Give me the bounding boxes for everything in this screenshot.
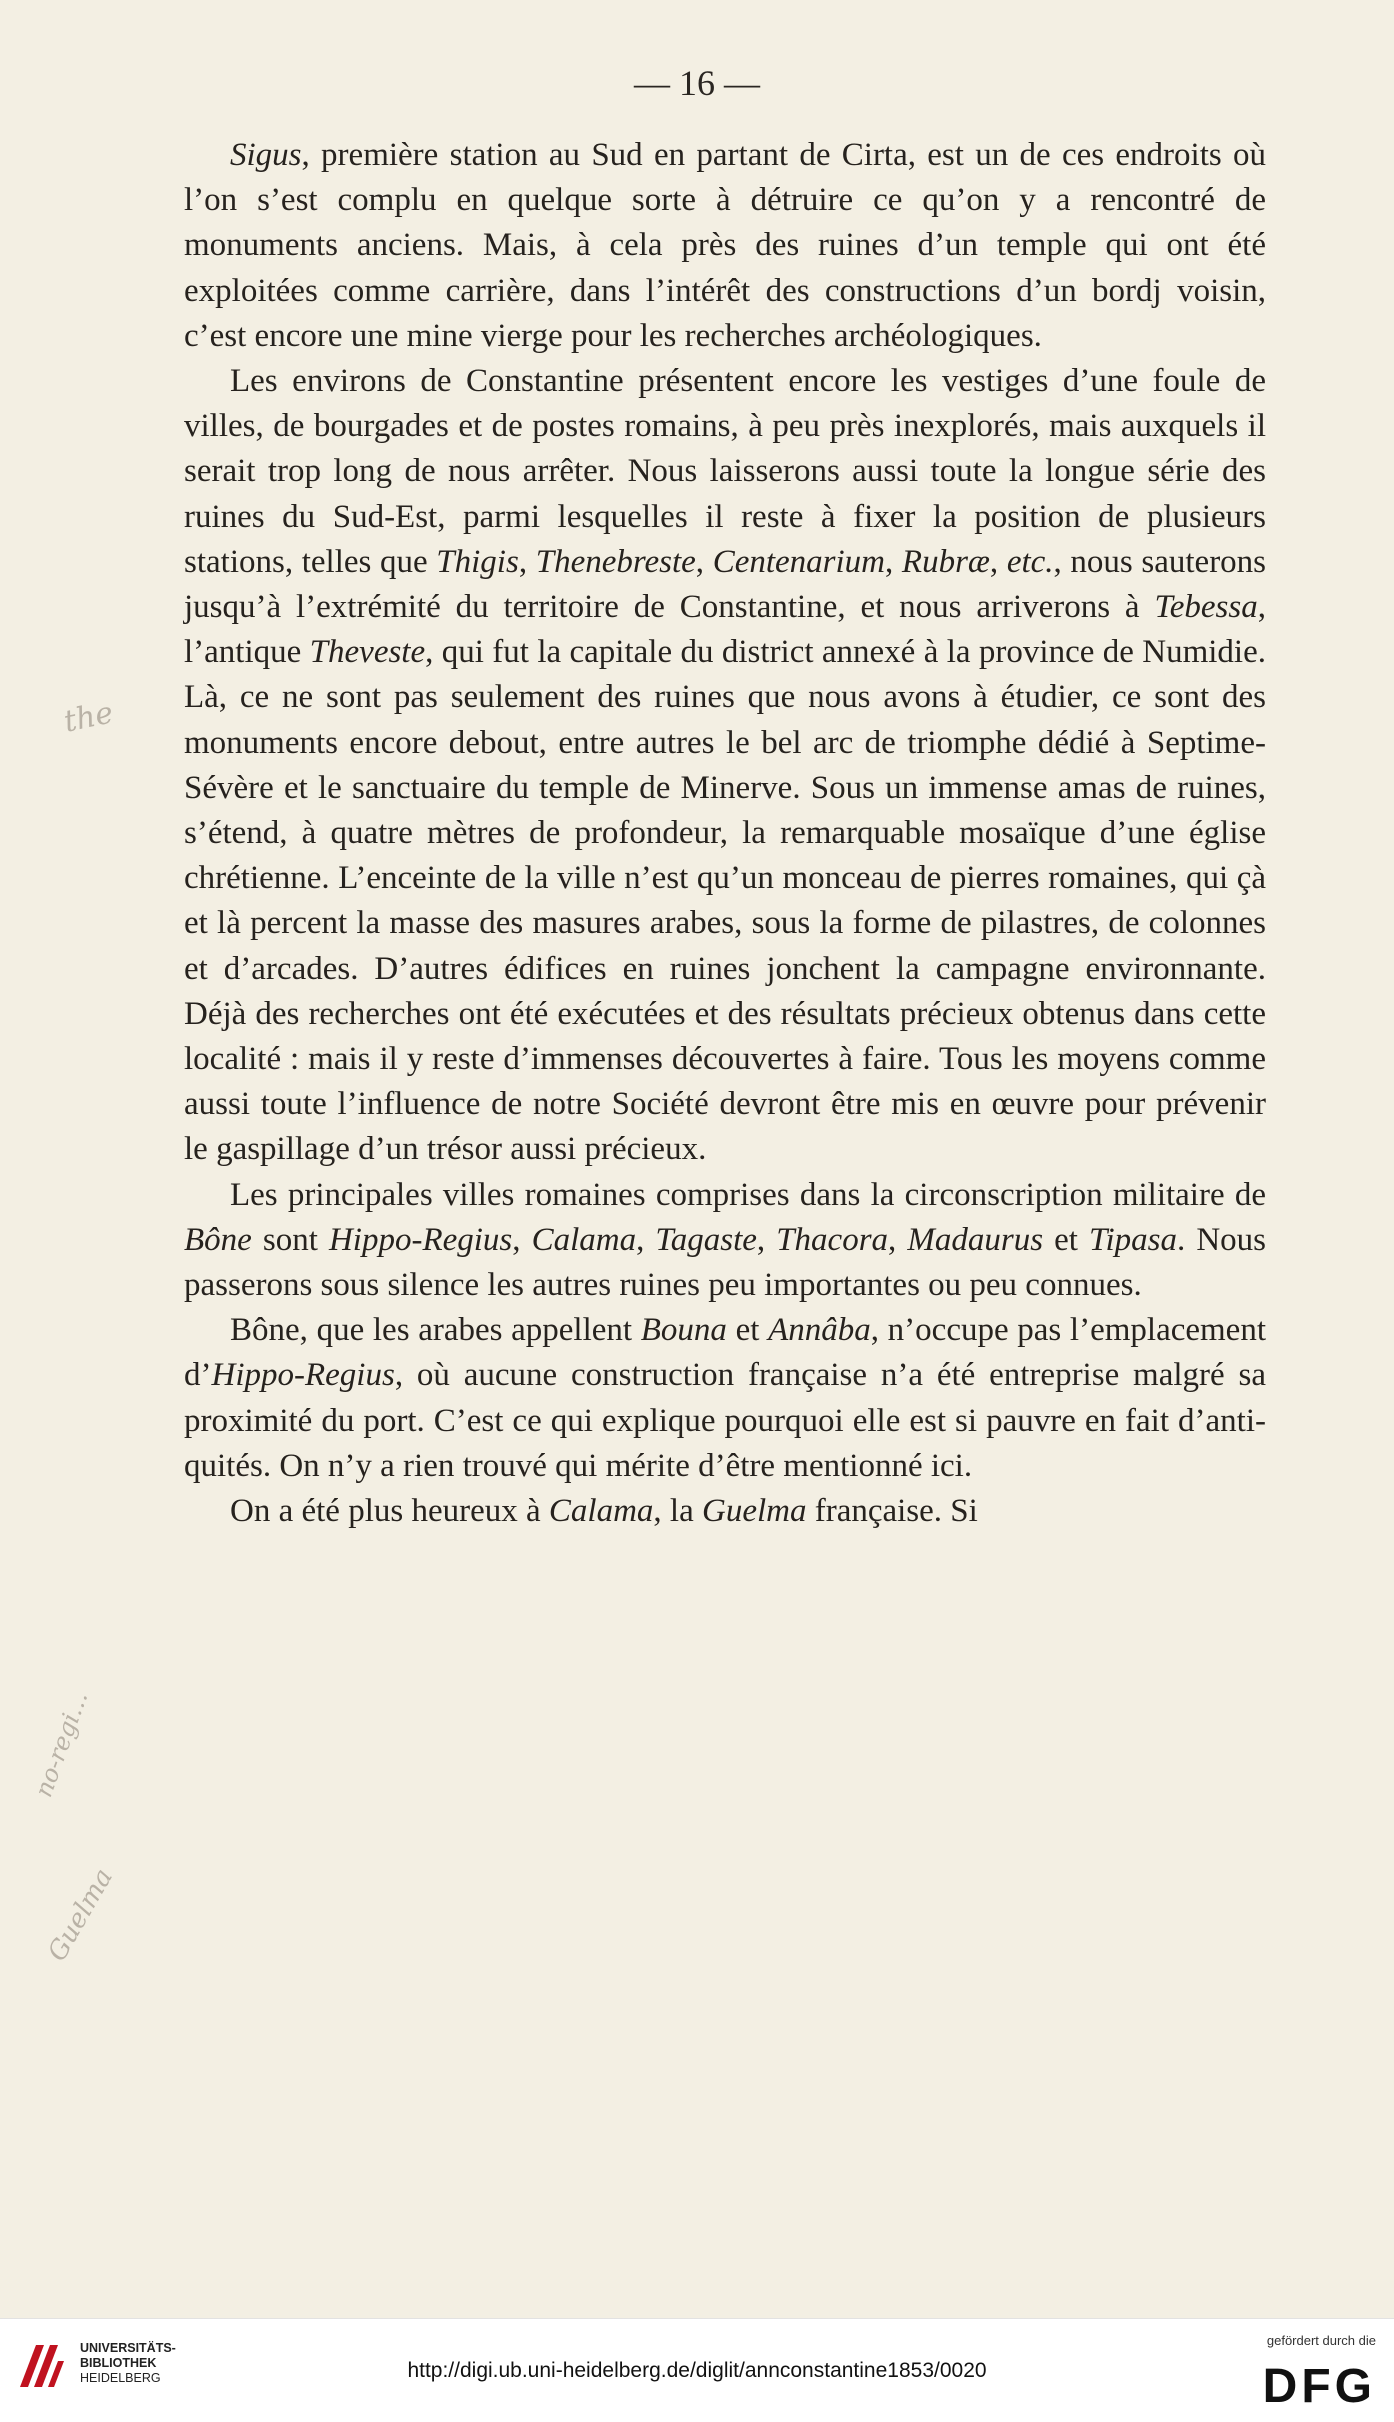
text-run: , — [636, 1221, 656, 1258]
italic-text: Rubræ — [901, 543, 990, 580]
library-line-3: HEIDELBERG — [80, 2371, 161, 2385]
text-run: , — [885, 543, 902, 580]
italic-text: Calama — [531, 1221, 637, 1258]
library-line-1: UNIVERSITÄTS- — [80, 2341, 176, 2355]
text-run: , — [518, 543, 536, 580]
text-run: , la — [653, 1493, 702, 1530]
text-run: et — [1043, 1221, 1089, 1258]
italic-text: Bouna — [640, 1312, 727, 1349]
italic-text: Thacora — [776, 1221, 889, 1258]
italic-text: Tagaste — [655, 1221, 757, 1258]
text-run: . Nous passerons sous silence les autres ruines peu importantes ou peu connues. — [184, 1221, 1267, 1304]
italic-text: Hippo-Regius — [211, 1357, 395, 1394]
paragraph — [184, 1173, 1266, 1309]
margin-note-3: Guelma — [42, 1863, 120, 1967]
text-run: , — [756, 1221, 777, 1258]
text-run: , qui fut la capitale du district annexé à la province de Numidie. Là, ce ne sont pas seulement des ruines que nous avons à étudier, ce sont des monuments encore debout, entre autres le bel arc de triomphe dédié à Septime-Sévère et le sanctuaire du temple de Minerve. Sous un immense amas de ruines, s’étend, à quatre mètres de profondeur, la remarquable mosaïque d’une église chrétienne. L’enceinte de la ville n’est qu’un monceau de pierres romaines, qui çà et là percent la masse des masures arabes, sous la forme de pilastres, de colonnes et d’arcades. D’autres édifices en ruines jonchent la campagne environnante. Déjà des recherches ont été exécutées et des résultats précieux obtenus dans cette localité : mais il y reste d’immenses découvertes à faire. Tous les moyens comme aussi toute l’influence de notre Société devront être mis en œuvre pour prévenir le gaspillage d’un trésor aussi précieux. — [184, 634, 1266, 1168]
italic-text: Theveste — [309, 634, 426, 671]
text-run: , l’antique — [184, 589, 1266, 671]
library-line-2: BIBLIOTHEK — [80, 2356, 157, 2370]
paragraph — [184, 1308, 1266, 1489]
footer-bar — [0, 2318, 1394, 2422]
text-run: Bône, que les arabes appellent — [230, 1312, 641, 1349]
italic-text: Hippo-Regius — [328, 1221, 513, 1258]
italic-text: Bône — [184, 1221, 252, 1258]
text-run: On a été plus heureux à — [230, 1493, 549, 1530]
italic-text: Tebessa — [1154, 589, 1258, 626]
body-text — [184, 133, 1266, 1534]
text-run: , — [989, 543, 1007, 580]
paragraph — [184, 359, 1266, 1173]
text-run: française. Si — [806, 1493, 978, 1530]
paragraph — [184, 133, 1266, 359]
italic-text: Thenebreste — [535, 543, 696, 580]
text-run: , — [695, 543, 713, 580]
italic-text: Annâba — [768, 1312, 871, 1349]
text-run: sont — [251, 1221, 329, 1258]
italic-text: Madaurus — [907, 1221, 1044, 1258]
italic-text: Centenarium — [712, 543, 886, 580]
permalink-url[interactable]: http://digi.ub.uni-heidelberg.de/diglit/annconstantine1853/0020 — [407, 2359, 987, 2382]
italic-text: Tipasa — [1088, 1221, 1178, 1258]
margin-note-2: no-regi… — [29, 1687, 94, 1801]
paragraph — [184, 1489, 1266, 1534]
text-run: , première station au Sud en partant de Cirta, est un de ces endroits où l’on s’est complu en quelque sorte à détruire ce qu’on y a rencontré de monuments anciens. Mais, à cela près des ruines d’un temple qui ont été exploitées comme carrière, dans l’intérêt des constructions d’un bordj voisin, c’est encore une mine vierge pour les recherches archéologiques. — [184, 137, 1266, 354]
margin-note-1: the — [60, 695, 117, 740]
text-run: Les environs de Constantine présentent encore les vestiges d’une foule de villes, de bourgades et de postes romains, à peu près inexplorés, mais auxquels il serait trop long de nous arrêter. Nous laisserons aussi toute la longue série des ruines du Sud-Est, parmi lesquelles il reste à fixer la position de plusieurs stations, telles que — [184, 363, 1266, 580]
italic-text: Sigus — [230, 137, 302, 173]
page-number: — 16 — — [634, 63, 760, 103]
text-run: , nous sauterons jusqu’à l’extrémité du territoire de Constantine, et nous arriverons à — [184, 543, 1267, 626]
italic-text: etc. — [1006, 543, 1054, 580]
text-run: Les principales villes romaines comprises dans la circonscription militaire de — [230, 1176, 1266, 1213]
funding-caption: gefördert durch die — [1266, 2333, 1376, 2348]
text-run: et — [726, 1312, 769, 1349]
text-run: , — [512, 1221, 532, 1258]
text-run: , n’occupe pas l’emplacement d’ — [184, 1312, 1266, 1394]
dfg-logo: DFG — [1262, 2360, 1376, 2413]
text-run: , où aucune construction française n’a été entreprise malgré sa proximité du port. C’est ce qui explique pourquoi elle est si pauvre en fait d’antiquités. On n’y a rien trouvé qui mérite d’être mentionné ici. — [184, 1357, 1266, 1484]
italic-text: Guelma — [701, 1493, 807, 1530]
italic-text: Calama — [548, 1493, 654, 1530]
italic-text: Thigis — [436, 543, 519, 580]
text-run: , — [888, 1221, 908, 1258]
